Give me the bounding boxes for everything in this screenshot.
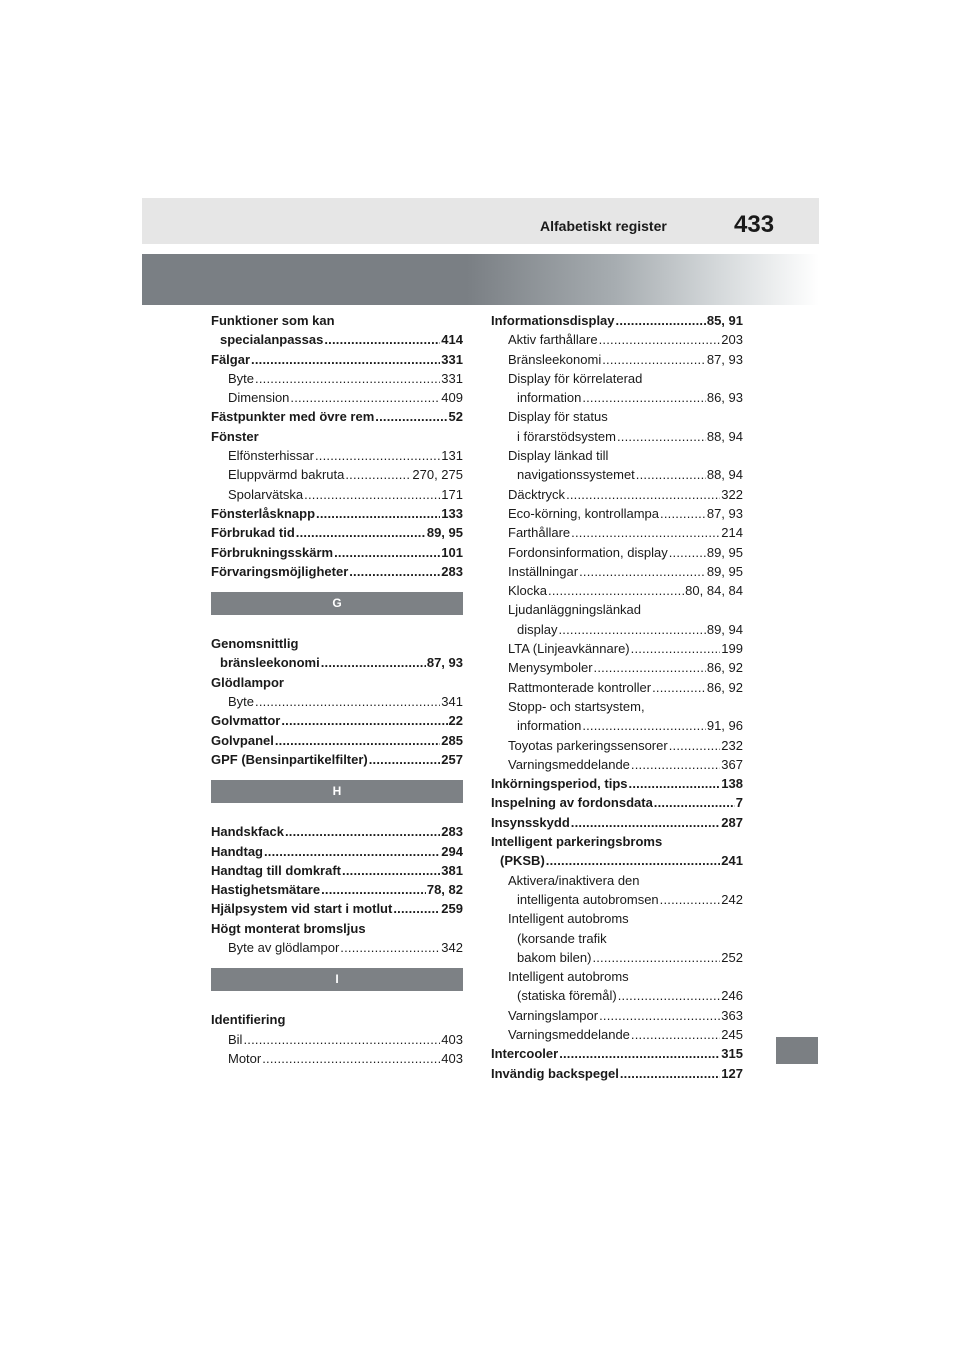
index-entry (211, 523, 463, 542)
entry-page-ref[interactable]: 89, 94 (706, 621, 743, 637)
entry-term: Byte (228, 370, 255, 386)
entry-term: Fordonsinformation, display (508, 544, 668, 560)
entry-page-ref[interactable]: 232 (721, 737, 743, 753)
dot-leader (281, 711, 447, 730)
dot-leader (546, 851, 721, 870)
entry-term: Intercooler (491, 1046, 559, 1062)
dot-leader (652, 678, 706, 697)
entry-term: Farthållare (508, 525, 571, 541)
entry-term: Varningsmeddelande (508, 1026, 630, 1042)
dot-leader (660, 890, 721, 909)
entry-term: Hastighetsmätare (211, 882, 321, 898)
index-entry (211, 653, 463, 672)
dot-leader (315, 446, 440, 465)
entry-page-ref[interactable]: 252 (721, 949, 743, 965)
entry-term: Förbrukningsskärm (211, 544, 334, 560)
entry-page-ref[interactable]: 89, 95 (706, 544, 743, 560)
header-title: Alfabetiskt register (540, 218, 667, 234)
dot-leader (599, 1006, 720, 1025)
dot-leader (393, 899, 440, 918)
dot-leader (618, 986, 721, 1005)
dot-leader (558, 620, 705, 639)
entry-page-ref[interactable]: 294 (441, 843, 463, 859)
entry-page-ref[interactable]: 127 (721, 1065, 743, 1081)
index-heading: Display för körrelaterad (508, 370, 643, 386)
index-entry (491, 813, 743, 832)
index-entry (491, 465, 743, 484)
index-entry (491, 311, 743, 330)
index-entry (211, 899, 463, 918)
index-heading: Fönster (211, 428, 259, 444)
dot-leader (571, 813, 721, 832)
index-entry (491, 658, 743, 677)
section-heading: I (211, 968, 463, 991)
entry-page-ref[interactable]: 315 (721, 1046, 743, 1062)
dot-leader (290, 388, 440, 407)
index-entry (491, 523, 743, 542)
index-entry (491, 851, 743, 870)
entry-term: navigationssystemet (517, 467, 635, 483)
dot-leader (571, 523, 720, 542)
dot-leader (582, 388, 706, 407)
entry-term: (PKSB) (500, 853, 545, 869)
index-entry (211, 485, 463, 504)
dot-leader (345, 465, 411, 484)
entry-term: Dimension (228, 390, 290, 406)
entry-page-ref[interactable]: 78, 82 (426, 882, 463, 898)
index-entry (491, 890, 743, 909)
entry-page-ref[interactable]: 89, 95 (426, 525, 463, 541)
entry-page-ref[interactable]: 287 (721, 814, 743, 830)
page-number: 433 (734, 211, 775, 238)
entry-page-ref[interactable]: 241 (721, 853, 743, 869)
entry-page-ref[interactable]: 259 (441, 901, 463, 917)
index-entry (211, 1030, 463, 1049)
dot-leader (316, 504, 440, 523)
entry-term: Invändig backspegel (491, 1065, 619, 1081)
entry-page-ref[interactable]: 86, 92 (706, 679, 743, 695)
index-entry (491, 1025, 743, 1044)
index-entry (491, 755, 743, 774)
index-entry (211, 938, 463, 957)
entry-term: Inställningar (508, 563, 579, 579)
dot-leader (631, 639, 721, 658)
index-entry (211, 388, 463, 407)
index-entry (491, 948, 743, 967)
dot-leader (654, 793, 735, 812)
entry-term: Fälgar (211, 351, 251, 367)
dot-leader (262, 1049, 440, 1068)
index-entry (491, 793, 743, 812)
entry-page-ref[interactable]: 242 (721, 891, 743, 907)
entry-term: display (517, 621, 558, 637)
dot-leader (594, 658, 706, 677)
entry-page-ref[interactable]: 367 (721, 756, 743, 772)
entry-term: Elfönsterhissar (228, 448, 314, 464)
index-entry (211, 446, 463, 465)
entry-term: Inspelning av fordonsdata (491, 795, 653, 811)
entry-term: Rattmonterade kontroller (508, 679, 652, 695)
entry-page-ref[interactable]: 88, 94 (706, 467, 743, 483)
dot-leader (592, 948, 720, 967)
entry-page-ref[interactable]: 52 (448, 409, 463, 425)
dot-leader (375, 407, 447, 426)
index-entry (211, 330, 463, 349)
entry-page-ref[interactable]: 270, 275 (412, 467, 463, 483)
dot-leader (582, 716, 706, 735)
index-entry (491, 350, 743, 369)
index-entry (491, 716, 743, 735)
index-heading: Ljudanläggningslänkad (508, 602, 642, 618)
entry-term: Hjälpsystem vid start i motlut (211, 901, 393, 917)
index-entry (491, 504, 743, 523)
index-entry (491, 1006, 743, 1025)
index-entry (211, 350, 463, 369)
entry-page-ref[interactable]: 409 (441, 390, 463, 406)
index-heading: Identifiering (211, 1012, 286, 1028)
entry-term: Inkörningsperiod, tips (491, 776, 628, 792)
index-entry (491, 388, 743, 407)
entry-term: Förvaringsmöjligheter (211, 563, 349, 579)
dot-leader (617, 427, 706, 446)
entry-page-ref[interactable]: 87, 93 (706, 351, 743, 367)
dot-leader (631, 755, 720, 774)
dot-leader (548, 581, 684, 600)
index-entry (211, 407, 463, 426)
header-box (142, 198, 819, 244)
entry-term: Insynsskydd (491, 814, 570, 830)
index-entry (211, 369, 463, 388)
index-column-left (211, 311, 463, 1068)
index-column-right (491, 311, 743, 1083)
index-entry (491, 543, 743, 562)
dot-leader (275, 731, 440, 750)
dot-leader (304, 485, 440, 504)
entry-page-ref[interactable]: 403 (441, 1031, 463, 1047)
dot-leader (669, 736, 721, 755)
dot-leader (620, 1064, 720, 1083)
entry-term: Golvmattor (211, 713, 281, 729)
dot-leader (616, 311, 706, 330)
entry-page-ref[interactable]: 403 (441, 1050, 463, 1066)
entry-term: Klocka (508, 583, 548, 599)
entry-page-ref[interactable]: 342 (441, 940, 463, 956)
entry-term: Förbrukad tid (211, 525, 295, 541)
dot-leader (629, 774, 721, 793)
dot-leader (636, 465, 706, 484)
entry-page-ref[interactable]: 7 (735, 795, 743, 811)
header-gradient-bar (142, 254, 819, 305)
index-heading: Funktioner som kan (211, 313, 335, 328)
dot-leader (660, 504, 706, 523)
entry-page-ref[interactable]: 80, 84, 84 (685, 583, 743, 599)
entry-term: Handtag till domkraft (211, 862, 342, 878)
index-heading: Display för status (508, 409, 608, 425)
entry-term: Byte av glödlampor (228, 940, 340, 956)
dot-leader (334, 543, 440, 562)
entry-term: Spolarvätska (228, 486, 304, 502)
entry-page-ref[interactable]: 91, 96 (706, 718, 743, 734)
entry-page-ref[interactable]: 245 (721, 1026, 743, 1042)
dot-leader (324, 330, 440, 349)
dot-leader (285, 822, 440, 841)
dot-leader (243, 1030, 440, 1049)
index-entry (211, 750, 463, 769)
entry-term: Golvpanel (211, 732, 274, 748)
index-entry (211, 465, 463, 484)
index-entry (211, 880, 463, 899)
entry-page-ref[interactable]: 131 (441, 448, 463, 464)
entry-term: Menysymboler (508, 660, 593, 676)
dot-leader (255, 369, 440, 388)
entry-term: information (517, 390, 582, 406)
index-heading: Glödlampor (211, 674, 284, 690)
entry-term: Bil (228, 1031, 243, 1047)
entry-page-ref[interactable]: 341 (441, 694, 463, 710)
entry-term: specialanpassas (220, 332, 324, 348)
entry-term: GPF (Bensinpartikelfilter) (211, 751, 368, 767)
index-entry (211, 692, 463, 711)
entry-page-ref[interactable]: 414 (441, 332, 463, 348)
dot-leader (566, 485, 720, 504)
index-entry (211, 861, 463, 880)
entry-page-ref[interactable]: 363 (721, 1007, 743, 1023)
entry-term: Varningsmeddelande (508, 756, 630, 772)
entry-page-ref[interactable]: 171 (441, 486, 463, 502)
index-heading: Högt monterat bromsljus (211, 920, 366, 936)
index-heading: Intelligent autobroms (508, 969, 629, 985)
index-heading: Intelligent parkeringsbroms (491, 834, 663, 850)
entry-page-ref[interactable]: 88, 94 (706, 428, 743, 444)
index-entry (211, 1049, 463, 1068)
entry-page-ref[interactable]: 246 (721, 988, 743, 1004)
entry-term: Däcktryck (508, 486, 566, 502)
entry-page-ref[interactable]: 283 (441, 563, 463, 579)
entry-page-ref[interactable]: 138 (721, 776, 743, 792)
index-entry (211, 822, 463, 841)
dot-leader (251, 350, 440, 369)
index-heading: (korsande trafik (517, 930, 607, 946)
dot-leader (296, 523, 426, 542)
dot-leader (349, 562, 440, 581)
dot-leader (599, 330, 721, 349)
entry-term: Motor (228, 1050, 262, 1066)
entry-page-ref[interactable]: 203 (721, 332, 743, 348)
index-entry (491, 1044, 743, 1063)
entry-page-ref[interactable]: 22 (448, 713, 463, 729)
index-heading: Genomsnittlig (211, 636, 299, 652)
section-heading: G (211, 592, 463, 615)
entry-page-ref[interactable]: 87, 93 (426, 655, 463, 671)
index-entry (491, 639, 743, 658)
entry-term: Fönsterlåsknapp (211, 505, 316, 521)
entry-term: (statiska föremål) (517, 988, 617, 1004)
entry-term: i förarstödsystem (517, 428, 616, 444)
entry-term: Toyotas parkeringssensorer (508, 737, 668, 753)
entry-term: Informationsdisplay (491, 313, 615, 328)
dot-leader (631, 1025, 720, 1044)
entry-page-ref[interactable]: 214 (721, 525, 743, 541)
entry-page-ref[interactable]: 89, 95 (706, 563, 743, 579)
dot-leader (559, 1044, 720, 1063)
entry-term: bränsleekonomi (220, 655, 320, 671)
entry-term: Eco-körning, kontrollampa (508, 505, 660, 521)
dot-leader (255, 692, 440, 711)
index-entry (491, 736, 743, 755)
dot-leader (579, 562, 706, 581)
entry-page-ref[interactable]: 381 (441, 862, 463, 878)
dot-leader (342, 861, 440, 880)
entry-term: information (517, 718, 582, 734)
index-entry (491, 620, 743, 639)
index-entry (211, 711, 463, 730)
index-entry (491, 330, 743, 349)
dot-leader (602, 350, 706, 369)
chapter-tab-marker (776, 1037, 818, 1064)
index-entry (491, 678, 743, 697)
index-entry (211, 504, 463, 523)
index-entry (491, 774, 743, 793)
entry-term: Byte (228, 694, 255, 710)
entry-page-ref[interactable]: 85, 91 (706, 313, 743, 328)
index-entry (491, 485, 743, 504)
dot-leader (321, 880, 426, 899)
entry-page-ref[interactable]: 331 (441, 351, 463, 367)
entry-page-ref[interactable]: 87, 93 (706, 505, 743, 521)
entry-page-ref[interactable]: 322 (721, 486, 743, 502)
entry-page-ref[interactable]: 285 (441, 732, 463, 748)
dot-leader (264, 842, 440, 861)
index-entry (491, 562, 743, 581)
entry-term: Fästpunkter med övre rem (211, 409, 375, 425)
index-entry (491, 986, 743, 1005)
entry-term: Handtag (211, 843, 263, 859)
entry-page-ref[interactable]: 257 (441, 751, 463, 767)
entry-page-ref[interactable]: 133 (441, 505, 463, 521)
index-entry (491, 427, 743, 446)
index-entry (211, 543, 463, 562)
dot-leader (369, 750, 441, 769)
index-heading: Display länkad till (508, 448, 609, 464)
index-entry (491, 581, 743, 600)
entry-page-ref[interactable]: 283 (441, 824, 463, 840)
entry-term: Varningslampor (508, 1007, 599, 1023)
entry-term: LTA (Linjeavkännare) (508, 641, 630, 657)
entry-page-ref[interactable]: 199 (721, 641, 743, 657)
index-entry (211, 842, 463, 861)
index-entry (211, 731, 463, 750)
entry-term: Bränsleekonomi (508, 351, 602, 367)
entry-term: intelligenta autobromsen (517, 891, 659, 907)
entry-page-ref[interactable]: 86, 93 (706, 390, 743, 406)
dot-leader (669, 543, 706, 562)
entry-term: Handskfack (211, 824, 284, 840)
entry-page-ref[interactable]: 331 (441, 370, 463, 386)
section-heading: H (211, 780, 463, 803)
index-entry (491, 1064, 743, 1083)
dot-leader (340, 938, 440, 957)
entry-term: Eluppvärmd bakruta (228, 467, 345, 483)
entry-term: bakom bilen) (517, 949, 592, 965)
entry-page-ref[interactable]: 101 (441, 544, 463, 560)
entry-term: Aktiv farthållare (508, 332, 598, 348)
index-heading: Intelligent autobroms (508, 911, 629, 927)
dot-leader (321, 653, 426, 672)
index-entry (211, 562, 463, 581)
index-heading: Aktivera/inaktivera den (508, 872, 640, 888)
index-heading: Stopp- och startsystem, (508, 698, 645, 714)
entry-page-ref[interactable]: 86, 92 (706, 660, 743, 676)
